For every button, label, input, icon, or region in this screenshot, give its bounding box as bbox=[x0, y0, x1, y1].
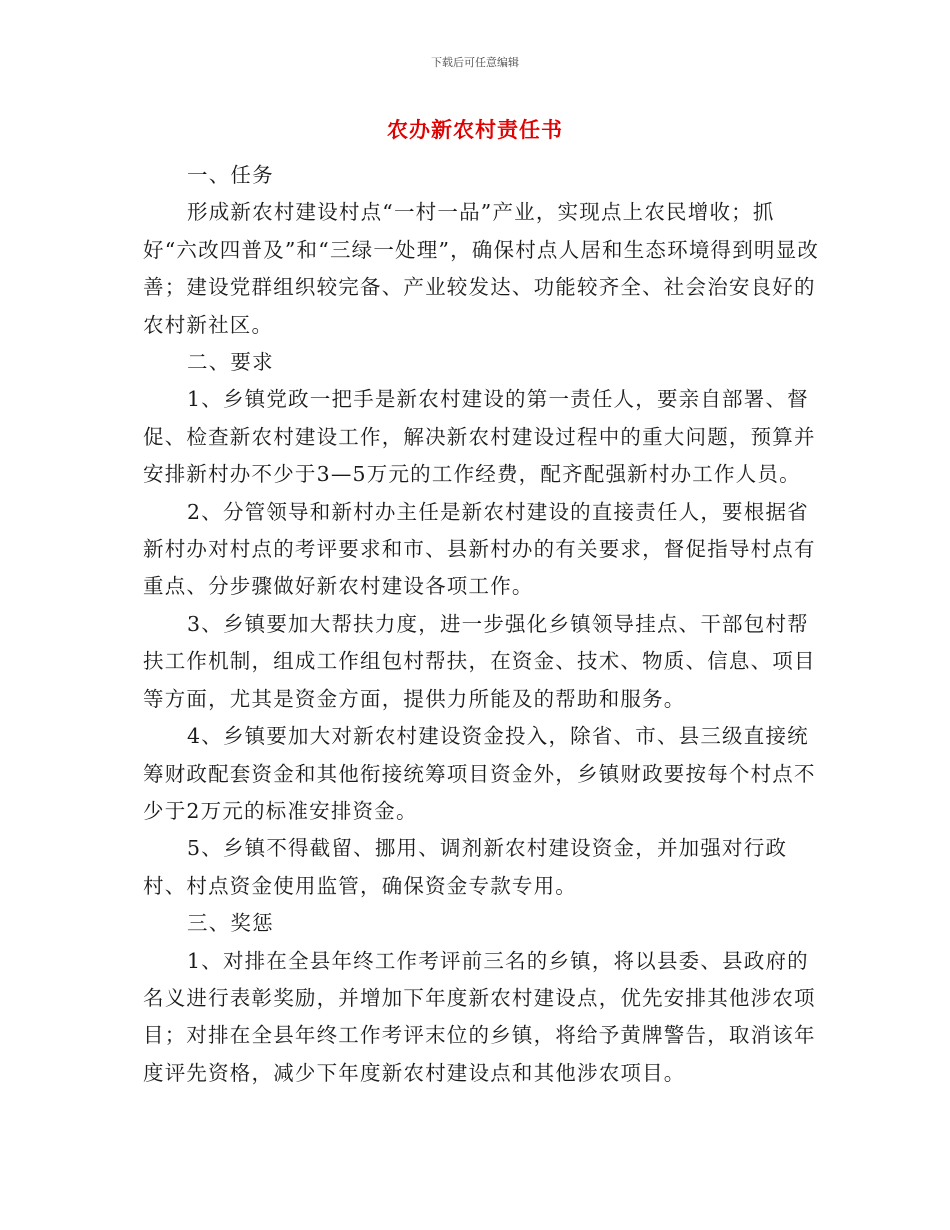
paragraph: 3、乡镇要加大帮扶力度，进一步强化乡镇领导挂点、干部包村帮扶工作机制，组成工作组包村帮扶，在资金、技术、物质、信息、项目等方面，尤其是资金方面，提供力所能及的帮助和服务。 bbox=[143, 611, 816, 711]
paragraph: 4、乡镇要加大对新农村建设资金投入，除省、市、县三级直接统筹财政配套资金和其他衔接统筹项目资金外，乡镇财政要按每个村点不少于2万元的标准安排资金。 bbox=[143, 724, 816, 823]
paragraph: 5、乡镇不得截留、挪用、调剂新农村建设资金，并加强对行政村、村点资金使用监管，确保资金专款专用。 bbox=[143, 836, 788, 898]
paragraph: 1、乡镇党政一把手是新农村建设的第一责任人，要亲自部署、督促、检查新农村建设工作，解决新农村建设过程中的重大问题，预算并安排新村办不少于3—5万元的工作经费，配齐配强新村办工作人员。 bbox=[143, 387, 816, 487]
section-heading-requirements: 二、要求 bbox=[187, 350, 274, 375]
document-body bbox=[143, 157, 823, 1092]
paragraph: 形成新农村建设村点“一村一品”产业，实现点上农民增收；抓好“六改四普及”和“三绿一处理”，确保村点人居和生态环境得到明显改善；建设党群组织较完备、产业较发达、功能较齐全、社会治安良好的农村新社区。 bbox=[143, 200, 820, 337]
section-heading-rewards: 三、奖惩 bbox=[187, 911, 274, 936]
paragraph: 2、分管领导和新村办主任是新农村建设的直接责任人，要根据省新村办对村点的考评要求和市、县新村办的有关要求，督促指导村点有重点、分步骤做好新农村建设各项工作。 bbox=[143, 499, 816, 599]
document-title: 农办新农村责任书 bbox=[387, 118, 563, 142]
paragraph: 1、对排在全县年终工作考评前三名的乡镇，将以县委、县政府的名义进行表彰奖励，并增加下年度新农村建设点，优先安排其他涉农项目；对排在全县年终工作考评末位的乡镇，将给予黄牌警告，取消该年度评先资格，减少下年度新农村建设点和其他涉农项目。 bbox=[143, 948, 816, 1085]
page-header-note: 下载后可任意编辑 bbox=[431, 56, 519, 69]
section-heading-tasks: 一、任务 bbox=[187, 163, 274, 187]
